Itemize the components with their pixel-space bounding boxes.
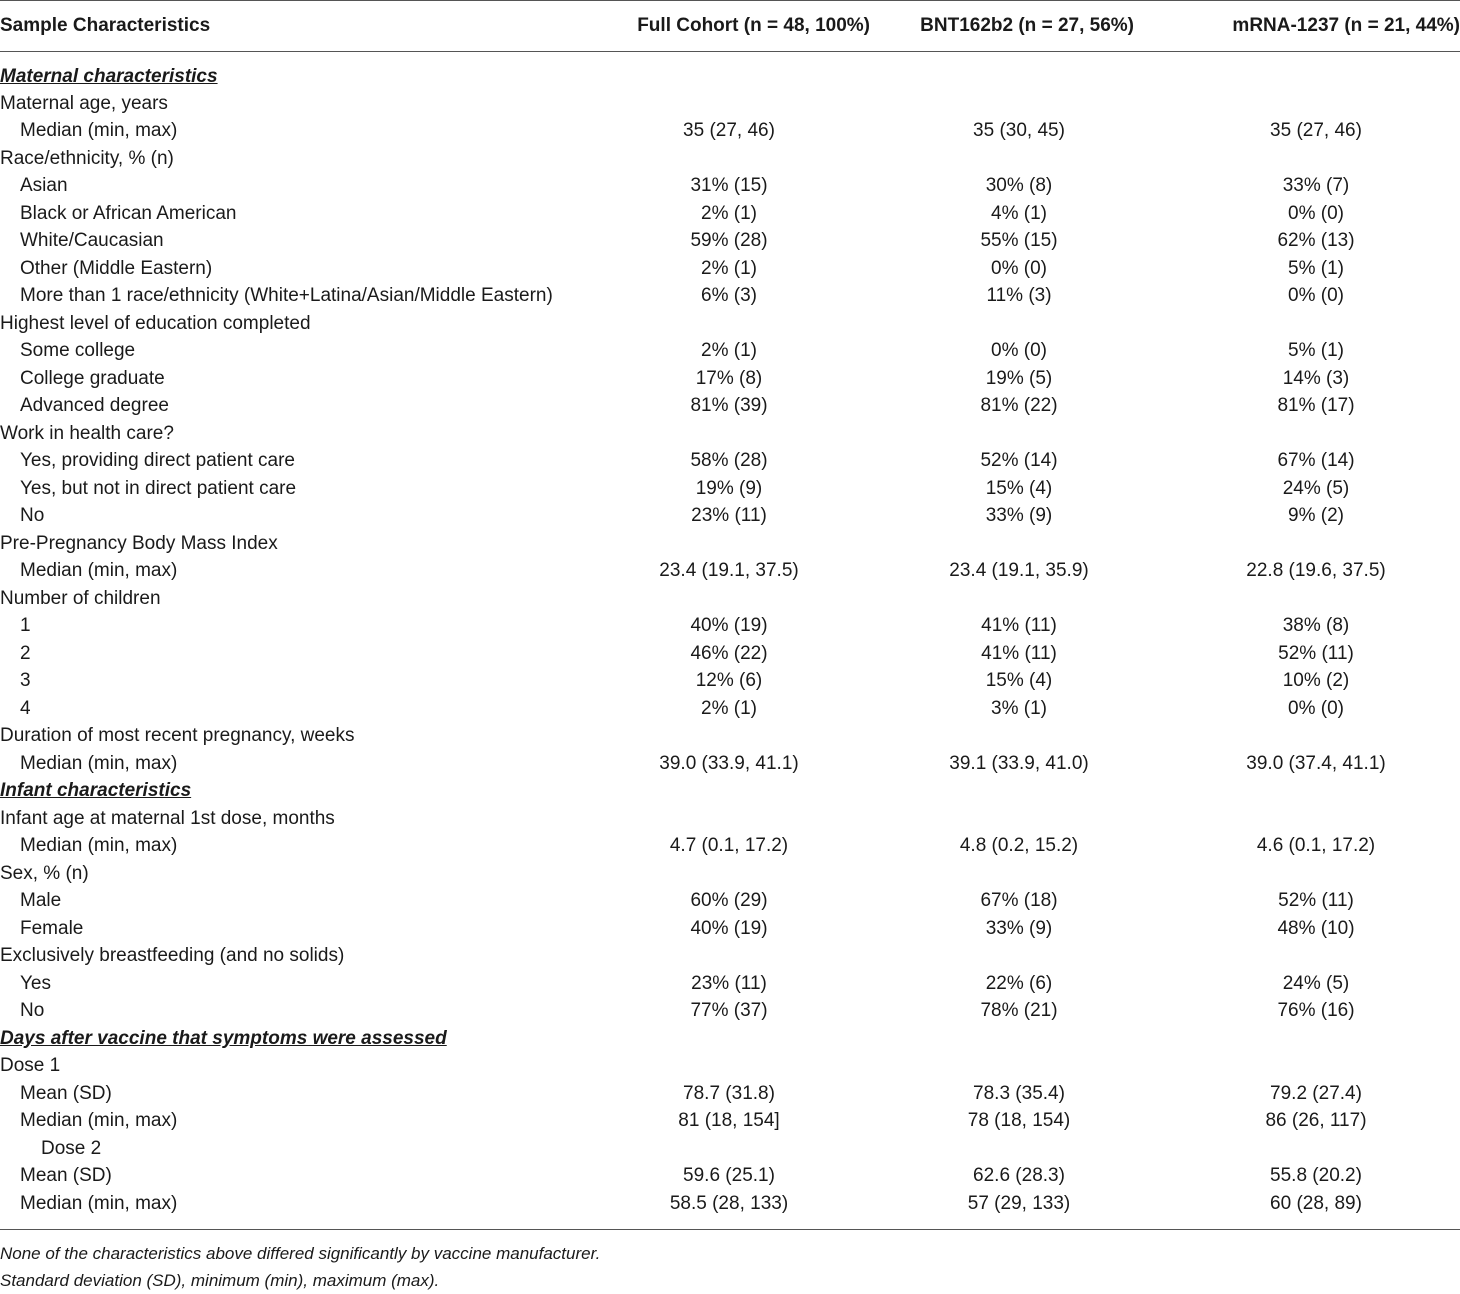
row-label: Median (min, max) <box>20 560 178 582</box>
full-cohort-value <box>588 90 904 118</box>
section-label: Infant characteristics <box>0 780 192 802</box>
full-cohort-value: 6% (3) <box>701 285 757 307</box>
table-row <box>0 90 1460 118</box>
bnt162b2-value: 35 (30, 45) <box>973 120 1065 142</box>
full-cohort-value: 78.7 (31.8) <box>683 1082 775 1104</box>
full-cohort-value: 12% (6) <box>695 670 763 692</box>
table-row <box>0 860 1460 888</box>
mrna-1237-value: 14% (3) <box>1282 367 1350 389</box>
section-row <box>0 778 1460 806</box>
bnt162b2-value: 78 (18, 154) <box>967 1110 1071 1132</box>
full-cohort-value: 40% (19) <box>690 615 768 637</box>
bnt162b2-value <box>904 778 1172 806</box>
full-cohort-value: 2% (1) <box>701 202 757 224</box>
table-row <box>0 805 1460 833</box>
bnt162b2-value: 52% (14) <box>980 450 1058 472</box>
row-label: Mean (SD) <box>20 1165 112 1187</box>
full-cohort-value <box>588 723 904 751</box>
mrna-1237-value <box>1172 805 1460 833</box>
row-label: 3 <box>20 670 31 692</box>
table-row <box>0 145 1460 173</box>
mrna-1237-value <box>1172 1025 1460 1053</box>
section-label: Maternal characteristics <box>0 65 218 87</box>
table-row <box>0 310 1460 338</box>
mrna-1237-value: 62% (13) <box>1277 230 1355 252</box>
full-cohort-value <box>588 52 904 91</box>
full-cohort-value: 2% (1) <box>701 340 757 362</box>
row-label: Mean (SD) <box>20 1082 112 1104</box>
row-label: 2 <box>20 642 31 664</box>
row-label: No <box>20 505 45 527</box>
mrna-1237-value: 24% (5) <box>1282 972 1350 994</box>
full-cohort-value <box>588 805 904 833</box>
bnt162b2-value: 4.8 (0.2, 15.2) <box>959 835 1079 857</box>
mrna-1237-value: 0% (0) <box>1288 202 1344 224</box>
full-cohort-value: 58% (28) <box>690 450 768 472</box>
bnt162b2-value: 11% (3) <box>986 285 1052 307</box>
row-label: Male <box>20 890 62 912</box>
mrna-1237-value: 76% (16) <box>1277 1000 1355 1022</box>
table-row <box>0 1190 1460 1230</box>
mrna-1237-value: 79.2 (27.4) <box>1270 1082 1362 1104</box>
bnt162b2-value: 30% (8) <box>985 175 1053 197</box>
full-cohort-value: 59% (28) <box>690 230 768 252</box>
table-row <box>0 750 1460 778</box>
table-row <box>0 530 1460 558</box>
table-row <box>0 503 1460 531</box>
table-row <box>0 1080 1460 1108</box>
full-cohort-value <box>588 943 904 971</box>
full-cohort-value: 23% (11) <box>691 505 767 527</box>
row-label: Dose 2 <box>41 1137 102 1159</box>
mrna-1237-value: 4.6 (0.1, 17.2) <box>1256 835 1376 857</box>
bnt162b2-value: 33% (9) <box>985 505 1053 527</box>
bnt162b2-value <box>904 1025 1172 1053</box>
row-label: Other (Middle Eastern) <box>20 257 213 279</box>
header-mrna-1237: mRNA-1237 (n = 21, 44%) <box>1172 1 1460 52</box>
full-cohort-value: 40% (19) <box>690 917 768 939</box>
bnt162b2-value <box>904 420 1172 448</box>
mrna-1237-value: 35 (27, 46) <box>1270 120 1362 142</box>
table-row <box>0 173 1460 201</box>
full-cohort-value <box>588 860 904 888</box>
row-label: Median (min, max) <box>0 1190 588 1230</box>
bnt162b2-value <box>904 52 1172 91</box>
bnt162b2-value: 78% (21) <box>980 1000 1058 1022</box>
mrna-1237-value <box>1172 420 1460 448</box>
mrna-1237-value: 9% (2) <box>1288 505 1344 527</box>
row-label: Yes, but not in direct patient care <box>20 477 297 499</box>
bnt162b2-value: 39.1 (33.9, 41.0) <box>949 752 1089 774</box>
table-row <box>0 998 1460 1026</box>
row-label: Maternal age, years <box>0 92 168 114</box>
bnt162b2-value <box>904 530 1172 558</box>
bnt162b2-value <box>904 943 1172 971</box>
mrna-1237-value: 0% (0) <box>1288 285 1344 307</box>
bnt162b2-value: 62.6 (28.3) <box>973 1165 1065 1187</box>
bnt162b2-value: 67% (18) <box>980 890 1058 912</box>
mrna-1237-value: 33% (7) <box>1282 175 1350 197</box>
full-cohort-value: 81 (18, 154] <box>678 1110 780 1132</box>
row-label: Median (min, max) <box>20 1110 178 1132</box>
full-cohort-value <box>588 420 904 448</box>
header-full-cohort: Full Cohort (n = 48, 100%) <box>588 1 904 52</box>
row-label: White/Caucasian <box>20 230 164 252</box>
mrna-1237-value: 86 (26, 117) <box>1265 1110 1367 1132</box>
table-row <box>0 695 1460 723</box>
row-label: Exclusively breastfeeding (and no solids) <box>0 945 345 967</box>
bnt162b2-value: 78.3 (35.4) <box>973 1082 1065 1104</box>
table-row <box>0 420 1460 448</box>
table-row <box>0 723 1460 751</box>
mrna-1237-value <box>1172 778 1460 806</box>
full-cohort-value: 46% (22) <box>690 642 768 664</box>
mrna-1237-value: 67% (14) <box>1277 450 1355 472</box>
mrna-1237-value <box>1172 943 1460 971</box>
mrna-1237-value: 52% (11) <box>1278 890 1354 912</box>
table-row <box>0 338 1460 366</box>
table-header <box>0 1 1460 52</box>
row-label: Duration of most recent pregnancy, weeks <box>0 725 355 747</box>
table-row <box>0 283 1460 311</box>
full-cohort-value: 4.7 (0.1, 17.2) <box>669 835 789 857</box>
bnt162b2-value <box>904 1135 1172 1163</box>
row-label: No <box>20 1000 45 1022</box>
full-cohort-value: 17% (8) <box>695 367 763 389</box>
mrna-1237-value <box>1172 723 1460 751</box>
mrna-1237-value: 0% (0) <box>1288 697 1344 719</box>
bnt162b2-value: 81% (22) <box>980 395 1058 417</box>
table-row <box>0 613 1460 641</box>
row-label: Some college <box>20 340 136 362</box>
bnt162b2-value: 55% (15) <box>980 230 1058 252</box>
mrna-1237-value: 52% (11) <box>1278 642 1354 664</box>
full-cohort-value: 81% (39) <box>690 395 768 417</box>
mrna-1237-value <box>1172 1053 1460 1081</box>
full-cohort-value <box>588 530 904 558</box>
section-label: Days after vaccine that symptoms were assessed <box>0 1027 447 1049</box>
bnt162b2-value <box>904 723 1172 751</box>
table-row <box>0 668 1460 696</box>
row-label: Work in health care? <box>0 422 174 444</box>
bnt162b2-value: 41% (11) <box>981 615 1057 637</box>
bnt162b2-value: 41% (11) <box>981 642 1057 664</box>
bnt162b2-value <box>904 585 1172 613</box>
full-cohort-value: 59.6 (25.1) <box>683 1165 775 1187</box>
bnt162b2-value: 15% (4) <box>985 670 1053 692</box>
row-label: Pre-Pregnancy Body Mass Index <box>0 532 278 554</box>
mrna-1237-value: 81% (17) <box>1277 395 1355 417</box>
full-cohort-value: 31% (15) <box>690 175 768 197</box>
mrna-1237-value: 39.0 (37.4, 41.1) <box>1246 752 1386 774</box>
mrna-1237-value: 38% (8) <box>1282 615 1350 637</box>
table-row <box>0 1053 1460 1081</box>
row-label: Yes <box>20 972 51 994</box>
header-row <box>0 1 1460 52</box>
row-label: Sex, % (n) <box>0 862 89 884</box>
mrna-1237-value <box>1172 90 1460 118</box>
row-label: Black or African American <box>20 202 237 224</box>
row-label: Highest level of education completed <box>0 312 311 334</box>
bnt162b2-value: 22% (6) <box>985 972 1053 994</box>
header-bnt162b2: BNT162b2 (n = 27, 56%) <box>904 1 1172 52</box>
full-cohort-value: 77% (37) <box>690 1000 768 1022</box>
bnt162b2-value <box>904 145 1172 173</box>
bnt162b2-value: 19% (5) <box>985 367 1053 389</box>
mrna-1237-value: 5% (1) <box>1288 340 1344 362</box>
table-row <box>0 448 1460 476</box>
row-label: Median (min, max) <box>20 752 178 774</box>
table-row <box>0 640 1460 668</box>
full-cohort-value <box>588 778 904 806</box>
mrna-1237-value <box>1172 530 1460 558</box>
table-row <box>0 393 1460 421</box>
bnt162b2-value: 0% (0) <box>991 340 1047 362</box>
bnt162b2-value: 4% (1) <box>991 202 1047 224</box>
bnt162b2-value: 3% (1) <box>991 697 1047 719</box>
mrna-1237-value: 48% (10) <box>1277 917 1355 939</box>
table-row <box>0 118 1460 146</box>
full-cohort-value <box>588 1053 904 1081</box>
table-body <box>0 52 1460 1230</box>
full-cohort-value: 2% (1) <box>701 257 757 279</box>
row-label: More than 1 race/ethnicity (White+Latina/Asian/Middle Eastern) <box>20 285 553 307</box>
full-cohort-value: 2% (1) <box>701 697 757 719</box>
header-sample-characteristics: Sample Characteristics <box>0 1 588 52</box>
table-row <box>0 585 1460 613</box>
bnt162b2-value <box>904 805 1172 833</box>
bnt162b2-value <box>904 90 1172 118</box>
mrna-1237-value: 60 (28, 89) <box>1172 1190 1460 1230</box>
bnt162b2-value <box>904 860 1172 888</box>
bnt162b2-value <box>904 310 1172 338</box>
bnt162b2-value: 23.4 (19.1, 35.9) <box>949 560 1089 582</box>
row-label: Infant age at maternal 1st dose, months <box>0 807 335 829</box>
mrna-1237-value <box>1172 1135 1460 1163</box>
table-row <box>0 833 1460 861</box>
full-cohort-value <box>588 145 904 173</box>
row-label: Female <box>20 917 84 939</box>
full-cohort-value <box>588 585 904 613</box>
mrna-1237-value <box>1172 310 1460 338</box>
table-row <box>0 1108 1460 1136</box>
mrna-1237-value: 24% (5) <box>1282 477 1350 499</box>
mrna-1237-value: 22.8 (19.6, 37.5) <box>1246 560 1386 582</box>
bnt162b2-value: 57 (29, 133) <box>904 1190 1172 1230</box>
row-label: Advanced degree <box>20 395 169 417</box>
footnote: Standard deviation (SD), minimum (min), maximum (max). <box>0 1271 440 1290</box>
table-row <box>0 1163 1460 1191</box>
row-label: 1 <box>20 615 31 637</box>
bnt162b2-value: 33% (9) <box>985 917 1053 939</box>
table-row <box>0 228 1460 256</box>
footnote: None of the characteristics above differed significantly by vaccine manufacturer. <box>0 1244 601 1263</box>
full-cohort-value: 58.5 (28, 133) <box>588 1190 904 1230</box>
full-cohort-value: 19% (9) <box>695 477 763 499</box>
row-label: Median (min, max) <box>20 120 178 142</box>
table-row <box>0 255 1460 283</box>
row-label: Median (min, max) <box>20 835 178 857</box>
section-row <box>0 1025 1460 1053</box>
full-cohort-value <box>588 1025 904 1053</box>
mrna-1237-value: 10% (2) <box>1282 670 1350 692</box>
row-label: Yes, providing direct patient care <box>20 450 295 472</box>
table-row <box>0 1135 1460 1163</box>
table-row <box>0 200 1460 228</box>
table-row <box>0 943 1460 971</box>
table-row <box>0 475 1460 503</box>
full-cohort-value <box>588 1135 904 1163</box>
bnt162b2-value <box>904 1053 1172 1081</box>
table-row <box>0 888 1460 916</box>
mrna-1237-value: 55.8 (20.2) <box>1270 1165 1362 1187</box>
full-cohort-value: 35 (27, 46) <box>683 120 775 142</box>
table-row <box>0 365 1460 393</box>
full-cohort-value: 39.0 (33.9, 41.1) <box>659 752 799 774</box>
row-label: Dose 1 <box>0 1055 61 1077</box>
table-row <box>0 915 1460 943</box>
section-row <box>0 52 1460 91</box>
row-label: Asian <box>20 175 68 197</box>
row-label: 4 <box>20 697 31 719</box>
mrna-1237-value <box>1172 860 1460 888</box>
mrna-1237-value <box>1172 52 1460 91</box>
full-cohort-value: 60% (29) <box>690 890 768 912</box>
row-label: Race/ethnicity, % (n) <box>0 147 174 169</box>
bnt162b2-value: 15% (4) <box>985 477 1053 499</box>
full-cohort-value <box>588 310 904 338</box>
mrna-1237-value: 5% (1) <box>1288 257 1344 279</box>
table-row <box>0 970 1460 998</box>
table-row <box>0 558 1460 586</box>
mrna-1237-value <box>1172 585 1460 613</box>
footnotes <box>0 1240 1460 1294</box>
mrna-1237-value <box>1172 145 1460 173</box>
full-cohort-value: 23.4 (19.1, 37.5) <box>659 560 799 582</box>
full-cohort-value: 23% (11) <box>691 972 767 994</box>
row-label: College graduate <box>20 367 165 389</box>
row-label: Number of children <box>0 587 161 609</box>
bnt162b2-value: 0% (0) <box>991 257 1047 279</box>
